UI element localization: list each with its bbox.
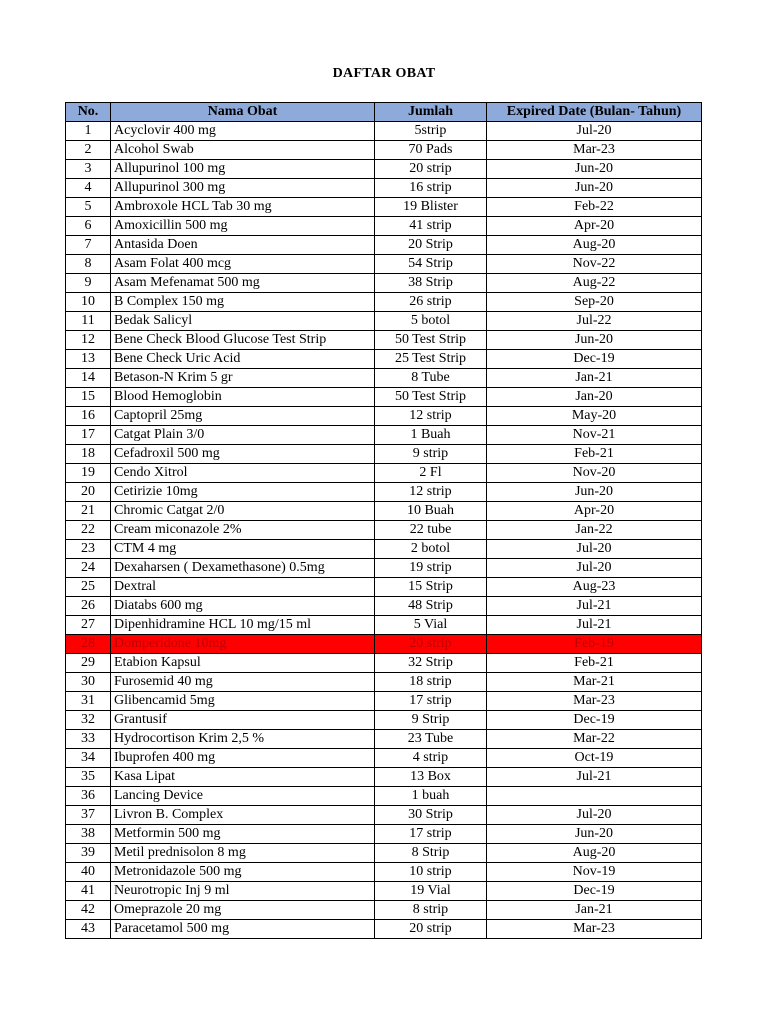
cell-expired: Jun-20 [487, 179, 702, 198]
cell-qty: 12 strip [375, 407, 487, 426]
cell-qty: 8 Tube [375, 369, 487, 388]
cell-name: Neurotropic Inj 9 ml [111, 882, 375, 901]
cell-name: Allupurinol 100 mg [111, 160, 375, 179]
cell-expired: Jun-20 [487, 160, 702, 179]
cell-expired: Jul-20 [487, 806, 702, 825]
cell-qty: 20 Strip [375, 236, 487, 255]
cell-name: Hydrocortison Krim 2,5 % [111, 730, 375, 749]
cell-name: CTM 4 mg [111, 540, 375, 559]
table-row [66, 825, 702, 844]
cell-qty: 20 strip [375, 920, 487, 939]
cell-expired: May-20 [487, 407, 702, 426]
table-row [66, 483, 702, 502]
cell-name: Diatabs 600 mg [111, 597, 375, 616]
cell-name: Glibencamid 5mg [111, 692, 375, 711]
cell-no: 2 [66, 141, 111, 160]
table-row [66, 882, 702, 901]
cell-expired: Jul-22 [487, 312, 702, 331]
cell-no: 20 [66, 483, 111, 502]
table-row [66, 179, 702, 198]
cell-expired: Jan-22 [487, 521, 702, 540]
cell-expired: Jun-20 [487, 483, 702, 502]
cell-qty: 19 strip [375, 559, 487, 578]
cell-expired: Aug-20 [487, 844, 702, 863]
cell-expired: Oct-19 [487, 749, 702, 768]
cell-expired: Dec-19 [487, 350, 702, 369]
cell-name: Lancing Device [111, 787, 375, 806]
table-row [66, 692, 702, 711]
cell-name: Bedak Salicyl [111, 312, 375, 331]
cell-expired: Mar-23 [487, 141, 702, 160]
table-row [66, 901, 702, 920]
cell-name: Grantusif [111, 711, 375, 730]
cell-no: 25 [66, 578, 111, 597]
cell-no: 38 [66, 825, 111, 844]
cell-no: 4 [66, 179, 111, 198]
cell-name: Cream miconazole 2% [111, 521, 375, 540]
cell-name: Alcohol Swab [111, 141, 375, 160]
cell-qty: 5strip [375, 122, 487, 141]
cell-no: 7 [66, 236, 111, 255]
cell-qty: 10 Buah [375, 502, 487, 521]
table-row [66, 236, 702, 255]
cell-qty: 8 strip [375, 901, 487, 920]
cell-qty: 26 strip [375, 293, 487, 312]
cell-expired: Aug-20 [487, 236, 702, 255]
cell-qty: 38 Strip [375, 274, 487, 293]
cell-qty: 1 buah [375, 787, 487, 806]
cell-name: Dexaharsen ( Dexamethasone) 0.5mg [111, 559, 375, 578]
table-row [66, 255, 702, 274]
cell-qty: 50 Test Strip [375, 388, 487, 407]
cell-no: 33 [66, 730, 111, 749]
cell-no: 19 [66, 464, 111, 483]
cell-qty: 9 Strip [375, 711, 487, 730]
cell-name: Ambroxole HCL Tab 30 mg [111, 198, 375, 217]
table-body [66, 122, 702, 939]
cell-no: 40 [66, 863, 111, 882]
table-row [66, 863, 702, 882]
cell-name: Asam Folat 400 mcg [111, 255, 375, 274]
cell-no: 17 [66, 426, 111, 445]
cell-qty: 4 strip [375, 749, 487, 768]
cell-no: 11 [66, 312, 111, 331]
table-row [66, 198, 702, 217]
cell-no: 43 [66, 920, 111, 939]
cell-qty: 13 Box [375, 768, 487, 787]
header-no: No. [66, 103, 111, 122]
cell-name: Omeprazole 20 mg [111, 901, 375, 920]
header-qty: Jumlah [375, 103, 487, 122]
cell-name: Ibuprofen 400 mg [111, 749, 375, 768]
cell-no: 31 [66, 692, 111, 711]
table-row [66, 730, 702, 749]
cell-expired: Nov-21 [487, 426, 702, 445]
cell-expired: Jan-21 [487, 369, 702, 388]
cell-expired: Jun-20 [487, 825, 702, 844]
cell-name: Blood Hemoglobin [111, 388, 375, 407]
cell-qty: 5 Vial [375, 616, 487, 635]
table-row [66, 122, 702, 141]
cell-no: 24 [66, 559, 111, 578]
cell-expired: Feb-19 [487, 635, 702, 654]
cell-name: Captopril 25mg [111, 407, 375, 426]
cell-qty: 15 Strip [375, 578, 487, 597]
cell-expired: Jul-21 [487, 768, 702, 787]
cell-name: Chromic Catgat 2/0 [111, 502, 375, 521]
cell-name: Furosemid 40 mg [111, 673, 375, 692]
cell-expired: Nov-20 [487, 464, 702, 483]
cell-expired: Mar-21 [487, 673, 702, 692]
cell-qty: 19 Vial [375, 882, 487, 901]
cell-no: 37 [66, 806, 111, 825]
cell-no: 9 [66, 274, 111, 293]
cell-no: 29 [66, 654, 111, 673]
cell-name: Metronidazole 500 mg [111, 863, 375, 882]
table-row [66, 749, 702, 768]
table-row [66, 806, 702, 825]
cell-qty: 17 strip [375, 692, 487, 711]
table-row [66, 787, 702, 806]
cell-qty: 17 strip [375, 825, 487, 844]
header-name: Nama Obat [111, 103, 375, 122]
cell-name: Metil prednisolon 8 mg [111, 844, 375, 863]
cell-qty: 23 Tube [375, 730, 487, 749]
cell-name: Catgat Plain 3/0 [111, 426, 375, 445]
table-row [66, 920, 702, 939]
cell-name: Betason-N Krim 5 gr [111, 369, 375, 388]
cell-expired: Aug-23 [487, 578, 702, 597]
cell-no: 3 [66, 160, 111, 179]
cell-qty: 10 strip [375, 863, 487, 882]
cell-no: 30 [66, 673, 111, 692]
cell-no: 15 [66, 388, 111, 407]
table-row [66, 559, 702, 578]
header-expired: Expired Date (Bulan- Tahun) [487, 103, 702, 122]
cell-qty: 8 Strip [375, 844, 487, 863]
table-row [66, 331, 702, 350]
table-row [66, 768, 702, 787]
cell-no: 23 [66, 540, 111, 559]
table-row [66, 350, 702, 369]
cell-expired: Dec-19 [487, 882, 702, 901]
cell-qty: 16 strip [375, 179, 487, 198]
cell-no: 14 [66, 369, 111, 388]
cell-expired: Apr-20 [487, 502, 702, 521]
cell-qty: 20 strip [375, 160, 487, 179]
cell-qty: 18 strip [375, 673, 487, 692]
cell-qty: 25 Test Strip [375, 350, 487, 369]
cell-no: 13 [66, 350, 111, 369]
cell-name: Allupurinol 300 mg [111, 179, 375, 198]
cell-expired: Jul-21 [487, 597, 702, 616]
cell-no: 35 [66, 768, 111, 787]
cell-no: 22 [66, 521, 111, 540]
cell-no: 27 [66, 616, 111, 635]
table-row [66, 616, 702, 635]
table-header-row [66, 103, 702, 122]
cell-no: 36 [66, 787, 111, 806]
cell-no: 28 [66, 635, 111, 654]
table-row [66, 635, 702, 654]
cell-no: 1 [66, 122, 111, 141]
cell-no: 42 [66, 901, 111, 920]
table-row [66, 293, 702, 312]
cell-expired: Nov-19 [487, 863, 702, 882]
cell-expired: Mar-23 [487, 920, 702, 939]
table-row [66, 673, 702, 692]
cell-expired: Jun-20 [487, 331, 702, 350]
cell-expired: Jul-20 [487, 540, 702, 559]
cell-name: Asam Mefenamat 500 mg [111, 274, 375, 293]
cell-no: 8 [66, 255, 111, 274]
cell-expired: Sep-20 [487, 293, 702, 312]
cell-qty: 2 botol [375, 540, 487, 559]
cell-no: 26 [66, 597, 111, 616]
cell-qty: 9 strip [375, 445, 487, 464]
table-row [66, 540, 702, 559]
cell-qty: 32 Strip [375, 654, 487, 673]
table-row [66, 502, 702, 521]
cell-expired: Feb-22 [487, 198, 702, 217]
cell-name: Bene Check Uric Acid [111, 350, 375, 369]
cell-name: Cefadroxil 500 mg [111, 445, 375, 464]
table-row [66, 141, 702, 160]
cell-name: Cendo Xitrol [111, 464, 375, 483]
cell-name: Bene Check Blood Glucose Test Strip [111, 331, 375, 350]
cell-name: Acyclovir 400 mg [111, 122, 375, 141]
cell-name: Livron B. Complex [111, 806, 375, 825]
table-row [66, 654, 702, 673]
table-row [66, 312, 702, 331]
cell-name: Etabion Kapsul [111, 654, 375, 673]
cell-expired: Feb-21 [487, 654, 702, 673]
cell-expired: Dec-19 [487, 711, 702, 730]
cell-expired: Mar-23 [487, 692, 702, 711]
cell-no: 32 [66, 711, 111, 730]
cell-name: B Complex 150 mg [111, 293, 375, 312]
table-row [66, 388, 702, 407]
cell-no: 12 [66, 331, 111, 350]
cell-no: 41 [66, 882, 111, 901]
cell-no: 21 [66, 502, 111, 521]
page-title: DAFTAR OBAT [332, 66, 436, 81]
cell-expired: Nov-22 [487, 255, 702, 274]
cell-name: Metformin 500 mg [111, 825, 375, 844]
table-row [66, 711, 702, 730]
cell-qty: 50 Test Strip [375, 331, 487, 350]
cell-no: 5 [66, 198, 111, 217]
table-row [66, 369, 702, 388]
cell-qty: 20 strip [375, 635, 487, 654]
cell-qty: 70 Pads [375, 141, 487, 160]
table-row [66, 464, 702, 483]
cell-qty: 30 Strip [375, 806, 487, 825]
cell-expired: Aug-22 [487, 274, 702, 293]
cell-expired: Jan-20 [487, 388, 702, 407]
cell-qty: 22 tube [375, 521, 487, 540]
medicine-table [65, 102, 702, 939]
table-row [66, 217, 702, 236]
cell-expired: Mar-22 [487, 730, 702, 749]
cell-qty: 54 Strip [375, 255, 487, 274]
cell-name: Domperidone 10mg [111, 635, 375, 654]
table-row [66, 445, 702, 464]
cell-name: Amoxicillin 500 mg [111, 217, 375, 236]
table-row [66, 274, 702, 293]
cell-qty: 1 Buah [375, 426, 487, 445]
table-row [66, 521, 702, 540]
table-row [66, 407, 702, 426]
cell-qty: 2 Fl [375, 464, 487, 483]
cell-no: 39 [66, 844, 111, 863]
cell-expired: Jan-21 [487, 901, 702, 920]
cell-no: 10 [66, 293, 111, 312]
cell-expired [487, 787, 702, 806]
cell-no: 18 [66, 445, 111, 464]
cell-qty: 48 Strip [375, 597, 487, 616]
cell-expired: Jul-21 [487, 616, 702, 635]
cell-qty: 12 strip [375, 483, 487, 502]
cell-name: Cetirizie 10mg [111, 483, 375, 502]
table-row [66, 426, 702, 445]
cell-expired: Apr-20 [487, 217, 702, 236]
cell-name: Antasida Doen [111, 236, 375, 255]
table-row [66, 160, 702, 179]
table-row [66, 578, 702, 597]
cell-expired: Jul-20 [487, 122, 702, 141]
cell-no: 16 [66, 407, 111, 426]
cell-no: 34 [66, 749, 111, 768]
cell-expired: Jul-20 [487, 559, 702, 578]
cell-name: Paracetamol 500 mg [111, 920, 375, 939]
cell-expired: Feb-21 [487, 445, 702, 464]
cell-qty: 19 Blister [375, 198, 487, 217]
cell-name: Dipenhidramine HCL 10 mg/15 ml [111, 616, 375, 635]
cell-qty: 5 botol [375, 312, 487, 331]
cell-name: Dextral [111, 578, 375, 597]
cell-qty: 41 strip [375, 217, 487, 236]
cell-no: 6 [66, 217, 111, 236]
cell-name: Kasa Lipat [111, 768, 375, 787]
table-row [66, 844, 702, 863]
table-row [66, 597, 702, 616]
